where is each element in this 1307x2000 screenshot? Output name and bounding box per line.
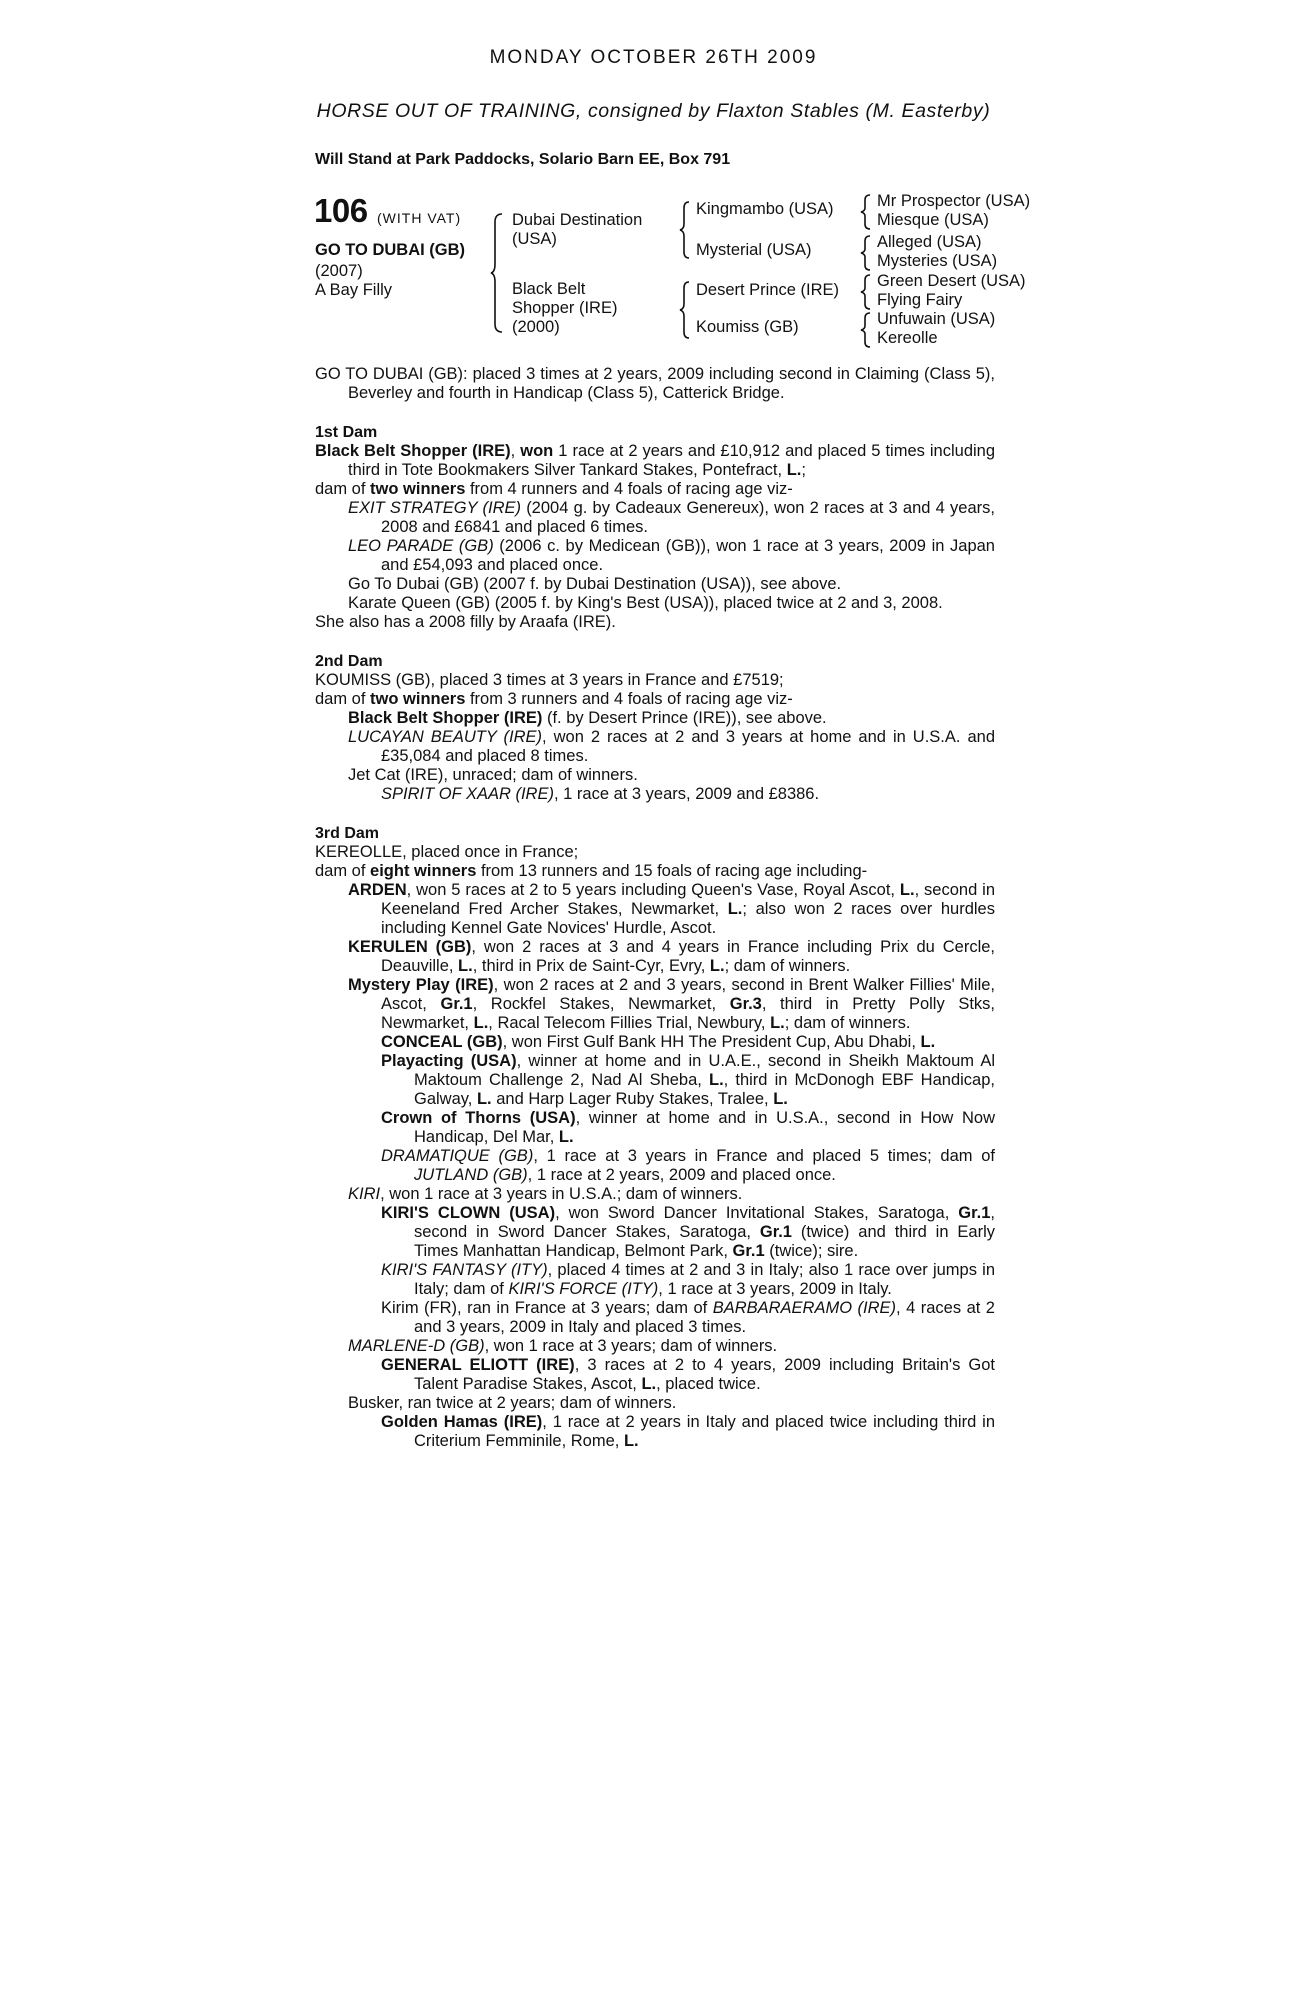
horse-description: A Bay Filly	[315, 281, 393, 299]
progeny-name: Mystery Play (IRE)	[348, 976, 494, 994]
group-mark: Gr.1	[440, 995, 473, 1013]
first-dam-text: 1 race at 2 years and £10,912 and placed 5 times including third in Tote Bookmakers Silver Tankard Stakes, Pontefract,	[348, 442, 996, 479]
progeny-text: , won First Gulf Bank HH The President Cup, Abu Dhabi,	[502, 1033, 921, 1051]
progeny-text: , won 1 race at 3 years in U.S.A.; dam of winners.	[380, 1185, 743, 1203]
first-dam-entry: Black Belt Shopper (IRE), won 1 race at 2 years and £10,912 and placed 5 times including third in Tote Bookmakers Silver Tankard Stakes, Pontefract, L.;	[315, 442, 996, 479]
dam-of-winners: two winners	[370, 690, 466, 708]
listed-mark: L.	[641, 1375, 657, 1393]
progeny-text: , third in Pretty Polly Stks, Newmarket,	[381, 995, 996, 1032]
progeny-name: KIRI	[348, 1185, 381, 1203]
progeny-marlene-d	[315, 1337, 995, 1356]
third-dam-title: 3rd Dam	[315, 825, 380, 842]
progeny-name: JUTLAND (GB)	[414, 1166, 528, 1184]
progeny-name: LUCAYAN BEAUTY (IRE)	[348, 728, 543, 746]
progeny-text: and Harp Lager Ruby Stakes, Tralee,	[491, 1090, 774, 1108]
pedigree-ggp-8: Kereolle	[877, 329, 938, 347]
progeny-black-belt-shopper	[315, 709, 995, 728]
progeny-text: , winner at home and in U.S.A., second in How Now Handicap, Del Mar,	[414, 1109, 995, 1146]
progeny-name: ARDEN	[348, 881, 407, 899]
dam-of-post: from 13 runners and 15 foals of racing age including-	[476, 862, 868, 880]
listed-mark: L.	[786, 461, 802, 479]
progeny-name: KERULEN (GB)	[348, 938, 472, 956]
consignment-headline: HORSE OUT OF TRAINING, consigned by Flaxton Stables (M. Easterby)	[316, 100, 991, 122]
progeny-text: , 1 race at 2 years, 2009 and placed once.	[527, 1166, 836, 1184]
first-dam-won: won	[520, 442, 554, 460]
progeny-text: , 1 race at 3 years, 2009 and £8386.	[553, 785, 820, 803]
progeny-name: Playacting (USA)	[381, 1052, 517, 1070]
third-dam-entry: KEREOLLE, placed once in France;	[315, 843, 579, 861]
stand-location: Will Stand at Park Paddocks, Solario Barn EE, Box 791	[315, 151, 731, 168]
listed-mark: L.	[899, 881, 915, 899]
dam-of-winners: two winners	[370, 480, 466, 498]
pedigree-ggp-2: Miesque (USA)	[877, 211, 989, 229]
pedigree-dam-sire: Desert Prince (IRE)	[696, 281, 840, 299]
progeny-crown-of-thorns	[315, 1109, 995, 1147]
progeny-kirim	[315, 1299, 995, 1337]
horse-year: (2007)	[315, 262, 363, 280]
third-dam-dam-of	[315, 862, 995, 881]
pedigree-sire-dam: Mysterial (USA)	[696, 241, 812, 259]
horse-name: GO TO DUBAI (GB)	[315, 241, 466, 259]
progeny-name: SPIRIT OF XAAR (IRE)	[381, 785, 554, 803]
progeny-name: DRAMATIQUE (GB)	[381, 1147, 534, 1165]
progeny-text: , 1 race at 3 years, 2009 in Italy.	[658, 1280, 892, 1298]
progeny-name: KIRI'S CLOWN (USA)	[381, 1204, 556, 1222]
progeny-name: GENERAL ELIOTT (IRE)	[381, 1356, 575, 1374]
first-dam-name: Black Belt Shopper (IRE)	[315, 442, 511, 460]
pedigree-sire: Dubai Destination (USA)	[512, 211, 643, 248]
pedigree-brace-main	[490, 212, 506, 334]
listed-mark: L.	[727, 900, 743, 918]
progeny-busker: Busker, ran twice at 2 years; dam of winners.	[348, 1394, 677, 1412]
pedigree-brace-g3-2	[860, 235, 874, 271]
progeny-text: , winner at home and in U.A.E., second in Sheikh Maktoum Al Maktoum Challenge 2, Nad Al Sheba,	[414, 1052, 995, 1089]
progeny-text: (2006 c. by Medicean (GB)), won 1 race at 3 years, 2009 in Japan and £54,093 and placed once.	[381, 537, 995, 574]
dam-of-winners: eight winners	[370, 862, 477, 880]
progeny-leo-parade	[315, 537, 995, 575]
progeny-name: KIRI'S FORCE (ITY)	[508, 1280, 659, 1298]
progeny-text: , won Sword Dancer Invitational Stakes, Saratoga,	[555, 1204, 959, 1222]
second-dam-entry: KOUMISS (GB), placed 3 times at 3 years in France and £7519;	[315, 671, 784, 689]
progeny-text: (2004 g. by Cadeaux Genereux), won 2 races at 3 and 4 years, 2008 and £6841 and placed 6 times.	[381, 499, 995, 536]
lot-number: 106	[314, 192, 368, 229]
progeny-conceal	[315, 1033, 995, 1052]
progeny-text: Kirim (FR), ran in France at 3 years; dam of	[381, 1299, 713, 1317]
sale-date: MONDAY OCTOBER 26TH 2009	[489, 47, 818, 68]
pedigree-brace-dam	[679, 280, 693, 340]
vat-note: (WITH VAT)	[377, 210, 462, 226]
progeny-name: CONCEAL (GB)	[381, 1033, 503, 1051]
progeny-name: KIRI'S FANTASY (ITY)	[381, 1261, 548, 1279]
pedigree-brace-g3-4	[860, 312, 874, 348]
pedigree-brace-sire	[679, 200, 693, 260]
listed-mark: L.	[708, 1071, 724, 1089]
progeny-text: , won 1 race at 3 years; dam of winners.	[484, 1337, 778, 1355]
progeny-name: MARLENE-D (GB)	[348, 1337, 485, 1355]
pedigree-ggp-1: Mr Prospector (USA)	[877, 192, 1031, 210]
listed-mark: L.	[770, 1014, 785, 1032]
listed-mark: L.	[476, 1090, 492, 1108]
pedigree-ggp-3: Alleged (USA)	[877, 233, 982, 251]
dam-of-pre: dam of	[315, 480, 371, 498]
progeny-jet-cat: Jet Cat (IRE), unraced; dam of winners.	[348, 766, 638, 784]
progeny-go-to-dubai: Go To Dubai (GB) (2007 f. by Dubai Destination (USA)), see above.	[348, 575, 842, 593]
progeny-name: Golden Hamas (IRE)	[381, 1413, 543, 1431]
progeny-kiris-fantasy	[315, 1261, 995, 1299]
progeny-text: , Rockfel Stakes, Newmarket,	[472, 995, 730, 1013]
dam-of-pre: dam of	[315, 690, 371, 708]
progeny-name: Crown of Thorns (USA)	[381, 1109, 576, 1127]
progeny-name: LEO PARADE (GB)	[348, 537, 494, 555]
pedigree-ggp-6: Flying Fairy	[877, 291, 963, 309]
progeny-text: ; dam of winners.	[784, 1014, 911, 1032]
group-mark: Gr.3	[729, 995, 762, 1013]
progeny-text: (f. by Desert Prince (IRE)), see above.	[542, 709, 827, 727]
progeny-name: BARBARAERAMO (IRE)	[712, 1299, 897, 1317]
listed-mark: L.	[623, 1432, 639, 1450]
first-dam-also: She also has a 2008 filly by Araafa (IRE).	[315, 613, 616, 631]
progeny-spirit-of-xaar	[315, 785, 995, 804]
progeny-text: , second in Keeneland Fred Archer Stakes, Newmarket,	[381, 881, 995, 918]
progeny-lucayan-beauty	[315, 728, 995, 766]
pedigree-brace-g3-1	[860, 194, 874, 230]
progeny-text: , 4 races at 2 and 3 years, 2009 in Italy and placed 3 times.	[414, 1299, 995, 1336]
progeny-general-eliott	[315, 1356, 995, 1394]
progeny-dramatique	[315, 1147, 995, 1185]
pedigree-dam-dam: Koumiss (GB)	[696, 318, 799, 336]
progeny-text: , won 2 races at 2 and 3 years at home and in U.S.A. and £35,084 and placed 8 times.	[381, 728, 996, 765]
progeny-name: EXIT STRATEGY (IRE)	[348, 499, 521, 517]
dam-of-post: from 3 runners and 4 foals of racing age viz-	[465, 690, 793, 708]
second-dam-title: 2nd Dam	[315, 653, 383, 670]
progeny-text: , won 2 races at 3 and 4 years in France including Prix du Cercle, Deauville,	[381, 938, 996, 975]
progeny-arden	[315, 881, 995, 938]
progeny-kiri	[315, 1185, 995, 1204]
listed-mark: L.	[558, 1128, 574, 1146]
group-mark: Gr.1	[759, 1223, 792, 1241]
pedigree-sire-sire: Kingmambo (USA)	[696, 200, 834, 218]
listed-mark: L.	[773, 1090, 788, 1108]
pedigree-dam: Black Belt Shopper (IRE) (2000)	[512, 280, 618, 336]
progeny-text: ; also won 2 races over hurdles including Kennel Gate Novices' Hurdle, Ascot.	[381, 900, 995, 937]
listed-mark: L.	[709, 957, 725, 975]
progeny-text: (twice); sire.	[764, 1242, 859, 1260]
group-mark: Gr.1	[958, 1204, 991, 1222]
progeny-text: , Racal Telecom Fillies Trial, Newbury,	[488, 1014, 771, 1032]
progeny-text: , second in Sword Dancer Stakes, Saratoga,	[414, 1204, 995, 1241]
progeny-text: , placed twice.	[656, 1375, 761, 1393]
dam-of-post: from 4 runners and 4 foals of racing age viz-	[465, 480, 793, 498]
listed-mark: L.	[473, 1014, 489, 1032]
progeny-text: , third in Prix de Saint-Cyr, Evry,	[472, 957, 710, 975]
progeny-kerulen	[315, 938, 995, 976]
listed-mark: L.	[458, 957, 473, 975]
progeny-mystery-play	[315, 976, 995, 1033]
first-dam-dam-of	[315, 480, 995, 499]
race-summary: GO TO DUBAI (GB): placed 3 times at 2 years, 2009 including second in Claiming (Class 5), Beverley and fourth in Handicap (Class 5), Catterick Bridge.	[315, 365, 995, 402]
punct: ;	[801, 461, 806, 479]
progeny-golden-hamas	[315, 1413, 995, 1451]
progeny-exit-strategy	[315, 499, 995, 537]
progeny-text: , won 2 races at 2 and 3 years, second in Brent Walker Fillies' Mile, Ascot,	[381, 976, 995, 1013]
group-mark: Gr.1	[732, 1242, 765, 1260]
progeny-text: , placed 4 times at 2 and 3 in Italy; also 1 race over jumps in Italy; dam of	[414, 1261, 995, 1298]
catalogue-body	[315, 365, 995, 1451]
dam-of-pre: dam of	[315, 862, 371, 880]
pedigree-ggp-4: Mysteries (USA)	[877, 252, 998, 270]
progeny-text: , third in McDonogh EBF Handicap, Galway,	[414, 1071, 995, 1108]
first-dam-title: 1st Dam	[315, 424, 378, 441]
second-dam-dam-of	[315, 690, 995, 709]
progeny-kiris-clown	[315, 1204, 995, 1261]
progeny-text: , won 5 races at 2 to 5 years including Queen's Vase, Royal Ascot,	[406, 881, 900, 899]
pedigree-brace-g3-3	[860, 274, 874, 310]
pedigree-ggp-7: Unfuwain (USA)	[877, 310, 996, 328]
progeny-name: Black Belt Shopper (IRE)	[348, 709, 543, 727]
listed-mark: L.	[920, 1033, 936, 1051]
progeny-playacting	[315, 1052, 995, 1109]
progeny-text: , 1 race at 2 years in Italy and placed twice including third in Criterium Femminile, Rome,	[414, 1413, 995, 1450]
progeny-text: , 1 race at 3 years in France and placed 5 times; dam of	[533, 1147, 995, 1165]
progeny-text: ; dam of winners.	[724, 957, 851, 975]
progeny-text: , 3 races at 2 to 4 years, 2009 including Britain's Got Talent Paradise Stakes, Ascot,	[414, 1356, 995, 1393]
progeny-karate-queen: Karate Queen (GB) (2005 f. by King's Best (USA)), placed twice at 2 and 3, 2008.	[348, 594, 943, 612]
pedigree-ggp-5: Green Desert (USA)	[877, 272, 1026, 290]
progeny-text: (twice) and third in Early Times Manhattan Handicap, Belmont Park,	[414, 1223, 995, 1260]
